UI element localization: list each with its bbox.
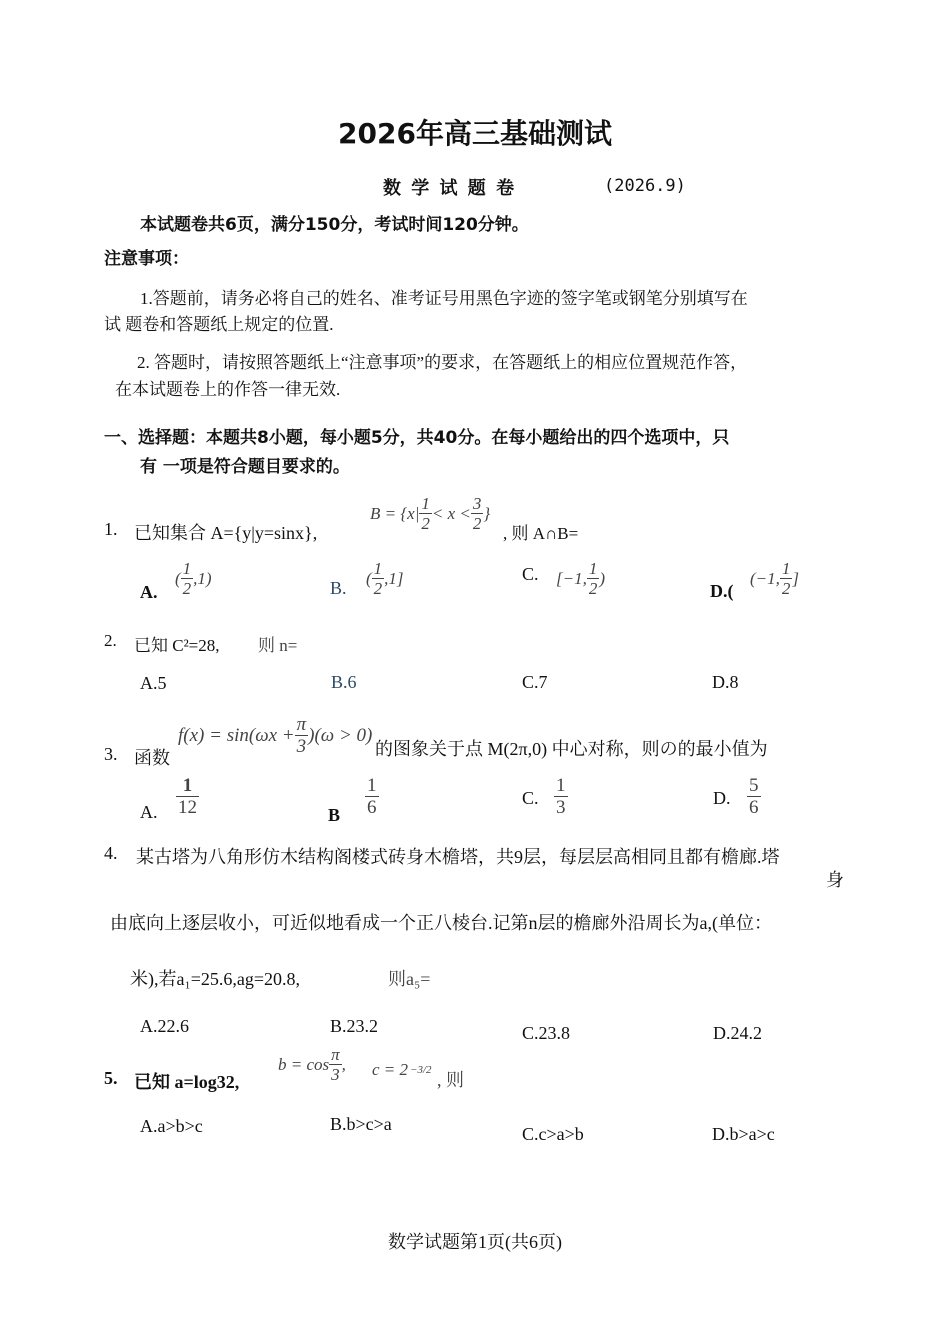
- exam-date: (2026.9): [604, 176, 686, 196]
- question-1-tail: , 则 A∩B=: [503, 524, 579, 543]
- question-3-tail: 的图象关于点 M(2π,0) 中心对称，则の的最小值为: [375, 739, 768, 759]
- option-b-value: ( $\frac{1}{2}$ ,1]: [366, 559, 404, 598]
- q4-option-c[interactable]: C.23.8: [522, 1023, 571, 1043]
- question-1-set-b: [370, 495, 490, 532]
- question-5-text: 已知 a=log32,: [134, 1072, 240, 1092]
- q3-option-c-label[interactable]: C.: [522, 788, 539, 808]
- option-a-label[interactable]: A.: [140, 582, 158, 602]
- q4-option-b[interactable]: B.23.2: [330, 1016, 379, 1036]
- question-4-number: 4.: [104, 843, 118, 863]
- question-3-text: 函数: [134, 748, 170, 768]
- question-4-line-1-tail: 身: [826, 870, 844, 890]
- set-b-suffix: }: [483, 503, 491, 523]
- q2-option-d[interactable]: D.8: [712, 672, 739, 692]
- notice-item-2-line-2: 在本试题卷上的作答一律无效.: [115, 380, 341, 399]
- set-b-prefix: B = {x|: [370, 503, 420, 523]
- q3-option-b-label[interactable]: B: [328, 805, 341, 825]
- question-5-number: 5.: [104, 1068, 118, 1088]
- question-4-line-3-tail: 则a₅=: [388, 969, 431, 989]
- option-d-value: (−1, $\frac{1}{2}$ ]: [750, 559, 800, 598]
- question-4-line-1: 某古塔为八角形仿木结构阁楼式砖身木檐塔，共9层，每层层高相同且都有檐廊.塔: [136, 847, 780, 867]
- q5-option-c[interactable]: C.c>a>b: [522, 1124, 584, 1144]
- q2-option-b[interactable]: B.6: [331, 672, 357, 692]
- page-footer: 数学试题第1页(共6页): [388, 1232, 562, 1252]
- question-4-line-3: 米),若a₁=25.6,ag=20.8,: [130, 969, 301, 989]
- q3-option-d-value: $\frac{5}{6}$: [749, 775, 759, 818]
- q3-option-a-value: $\frac{1}{12}$: [178, 775, 197, 818]
- q4-option-a[interactable]: A.22.6: [140, 1016, 189, 1036]
- fraction: $\frac{3}{2}$: [472, 494, 482, 533]
- q5-option-a[interactable]: A.a>b>c: [140, 1116, 203, 1136]
- q3-option-d-label[interactable]: D.: [713, 788, 731, 808]
- option-c-value: [−1, $\frac{1}{2}$ ): [556, 559, 606, 598]
- q2-option-a[interactable]: A.5: [140, 673, 167, 693]
- section-heading-line-2: 有 一项是符合题目要求的。: [140, 457, 350, 477]
- notice-item-2-line-1: 2. 答题时，请按照答题纸上“注意事项”的要求，在答题纸上的相应位置规范作答，: [137, 353, 748, 372]
- question-5-tail: , 则: [437, 1070, 464, 1090]
- notice-item-1-line-2: 试 题卷和答题纸上规定的位置.: [104, 315, 334, 334]
- option-d-label[interactable]: D.(: [710, 581, 734, 601]
- q3-option-a-label[interactable]: A.: [140, 802, 158, 822]
- section-heading-line-1: 一、选择题：本题共8小题，每小题5分，共40分。在每小题给出的四个选项中，只: [104, 428, 730, 448]
- question-5-b-expression: b = cos $\frac{\pi}{3}$ ,: [278, 1045, 346, 1084]
- question-1-text: 已知集合 A={y|y=sinx},: [134, 523, 318, 543]
- notice-item-1-line-1: 1.答题前，请务必将自己的姓名、准考证号用黑色字迹的签字笔或钢笔分别填写在: [140, 289, 748, 308]
- notice-heading: 注意事项：: [104, 249, 189, 269]
- option-b-label[interactable]: B.: [330, 578, 347, 598]
- question-2-tail: 则 n=: [258, 636, 298, 655]
- question-2-number: 2.: [104, 631, 117, 650]
- q3-option-b-value: $\frac{1}{6}$: [367, 775, 377, 818]
- option-a-value: ( $\frac{1}{2}$ ,1): [175, 559, 212, 598]
- question-3-function: f(x) = sin(ωx + $\frac{\pi}{3}$ )(ω > 0): [178, 714, 373, 757]
- q5-option-d[interactable]: D.b>a>c: [712, 1124, 775, 1144]
- question-3-number: 3.: [104, 744, 118, 764]
- set-b-relation: < x <: [431, 503, 471, 523]
- q4-option-d[interactable]: D.24.2: [713, 1023, 762, 1043]
- option-c-label[interactable]: C.: [522, 564, 539, 584]
- question-1-number: 1.: [104, 519, 118, 539]
- q3-option-c-value: $\frac{1}{3}$: [556, 775, 566, 818]
- exam-intro: 本试题卷共6页，满分150分，考试时间120分钟。: [140, 215, 529, 235]
- question-5-c-expression: c = 2 −3/2: [372, 1060, 432, 1079]
- q2-option-c[interactable]: C.7: [522, 672, 548, 692]
- page-subtitle: 数 学 试 题 卷: [383, 178, 517, 199]
- fraction: $\frac{1}{2}$: [421, 494, 430, 533]
- q5-option-b[interactable]: B.b>c>a: [330, 1114, 392, 1134]
- page-title: 2026年高三基础测试: [338, 117, 612, 150]
- question-4-line-2: 由底向上逐层收小，可近似地看成一个正八棱台.记第n层的檐廊外沿周长为a,(单位：: [110, 913, 772, 933]
- question-2-text: 已知 C²=28,: [134, 636, 220, 655]
